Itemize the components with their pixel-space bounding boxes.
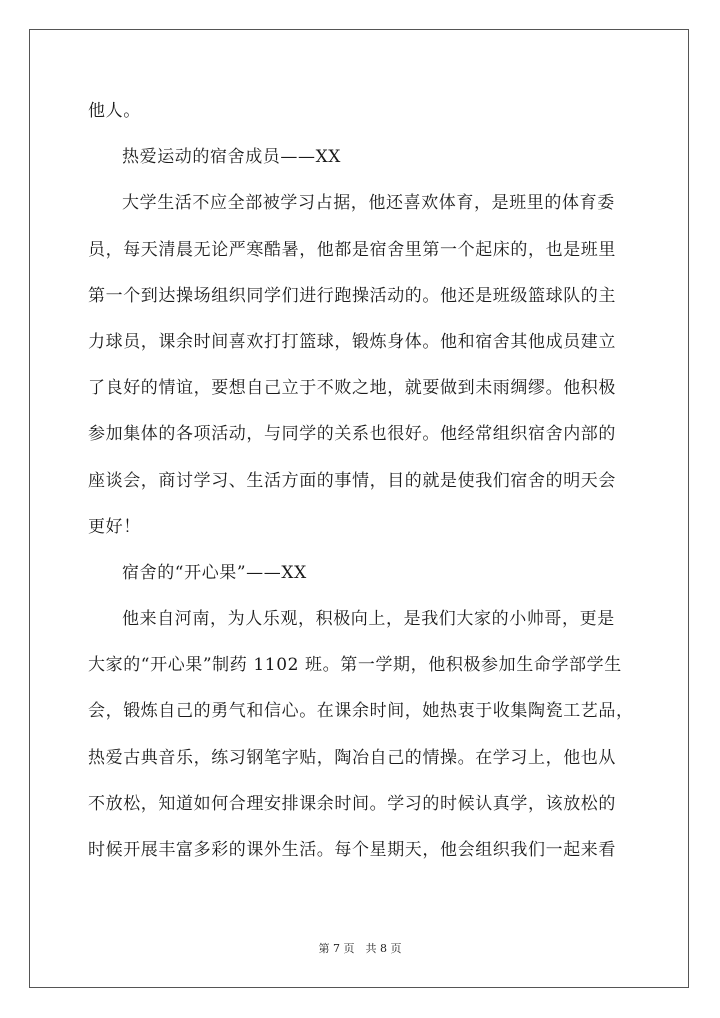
text-line: 力球员，课余时间喜欢打打篮球，锻炼身体。他和宿舍其他成员建立	[88, 331, 616, 352]
text-line: 时候开展丰富多彩的课外生活。每个星期天，他会组织我们一起来看	[88, 840, 616, 860]
document-body	[88, 88, 638, 873]
text-line: 大家的“开心果”制药 1102 班。第一学期，他积极参加生命学部学生	[88, 655, 622, 676]
text-line: 大学生活不应全部被学习占据，他还喜欢体育，是班里的体育委	[122, 193, 615, 214]
text-line: 他来自河南，为人乐观，积极向上，是我们大家的小帅哥，更是	[122, 609, 615, 630]
text-line: 会，锻炼自己的勇气和信心。在课余时间，她热衷于收集陶瓷工艺品，	[88, 701, 634, 722]
text-line: 不放松，知道如何合理安排课余时间。学习的时候认真学，该放松的	[88, 793, 616, 814]
text-line: 座谈会，商讨学习、生活方面的事情，目的就是使我们宿舍的明天会	[88, 470, 616, 491]
text-line: 员，每天清晨无论严寒酷暑，他都是宿舍里第一个起床的，也是班里	[88, 239, 616, 260]
section-heading: 热爱运动的宿舍成员——XX	[122, 147, 342, 168]
text-line: 他人。	[88, 101, 141, 121]
text-line: 第一个到达操场组织同学们进行跑操活动的。他还是班级篮球队的主	[88, 285, 616, 306]
text-line: 热爱古典音乐，练习钢笔字贴，陶冶自己的情操。在学习上，他也从	[88, 747, 616, 768]
text-line: 更好！	[88, 516, 141, 537]
section-heading: 宿舍的“开心果”——XX	[122, 562, 307, 583]
text-line: 了良好的情谊，要想自己立于不败之地，就要做到未雨绸缪。他积极	[88, 378, 616, 399]
text-line: 参加集体的各项活动，与同学的关系也很好。他经常组织宿舍内部的	[88, 424, 616, 445]
page-number-footer: 第 7 页 共 8 页	[318, 942, 402, 955]
